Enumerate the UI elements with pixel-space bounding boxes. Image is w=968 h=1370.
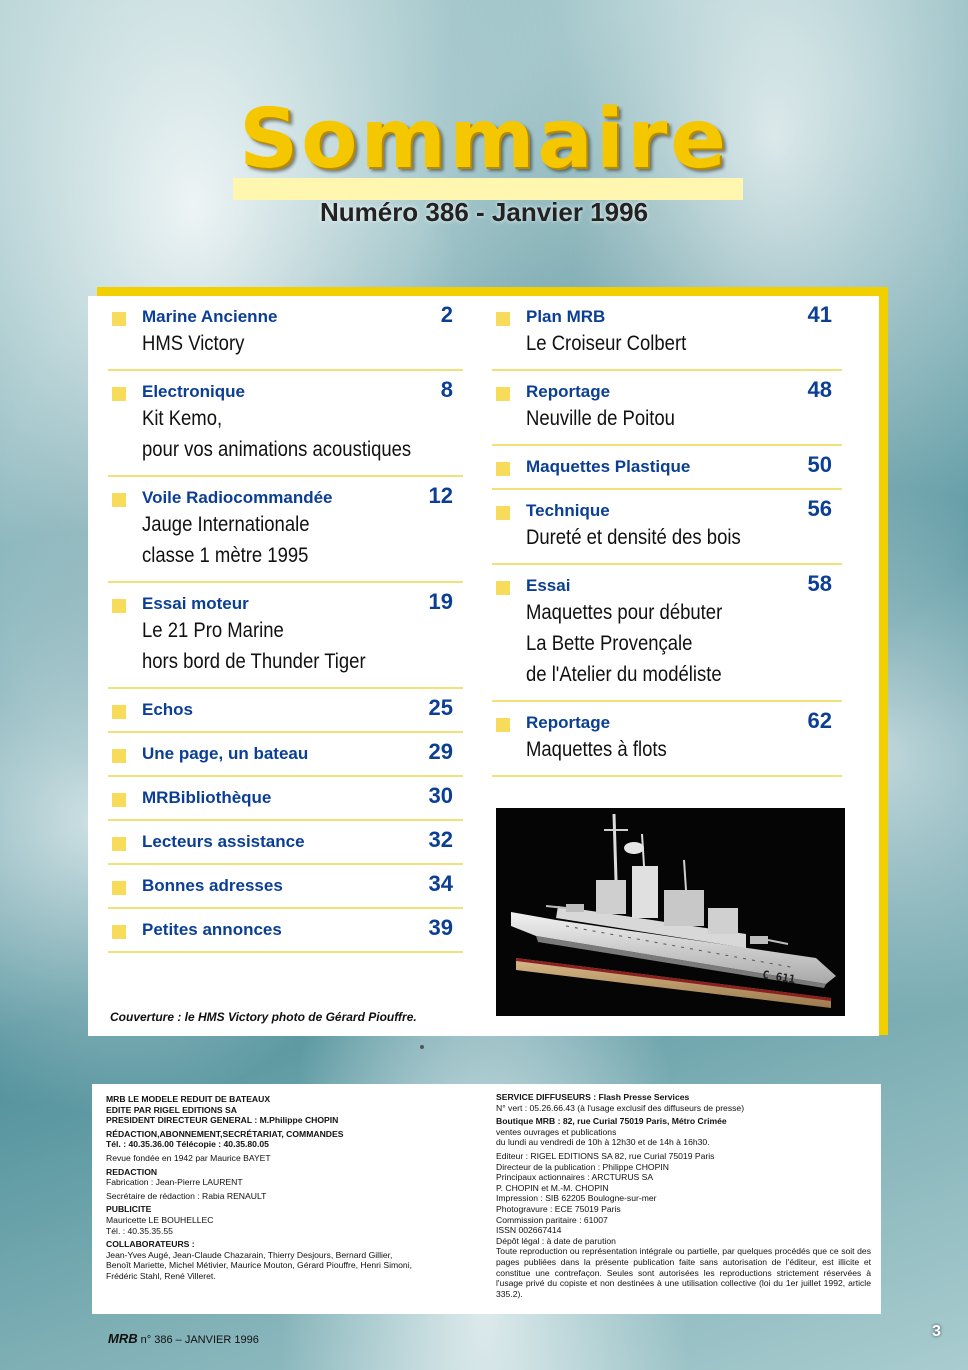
section-title: Bonnes adresses	[142, 876, 283, 895]
masthead-credits	[92, 1084, 881, 1314]
credits-column-left	[106, 1094, 476, 1282]
page-ref: 34	[428, 871, 453, 896]
section-title: Marine Ancienne	[142, 307, 278, 326]
section-title: Reportage	[526, 382, 611, 401]
credit-line: du lundi au vendredi de 10h à 12h30 et de 14h à 16h30.	[496, 1137, 710, 1148]
bullet-square-icon	[112, 599, 126, 613]
contents-entry	[108, 477, 463, 583]
credit-line: PRESIDENT DIRECTEUR GENERAL : M.Philippe CHOPIN	[106, 1115, 339, 1126]
bullet-square-icon	[112, 793, 126, 807]
contents-entry	[492, 702, 842, 777]
article-subtitle: Dureté et densité des bois	[526, 526, 741, 549]
credit-line: Directeur de la publication : Philippe CHOPIN	[496, 1161, 669, 1172]
credit-line: N° vert : 05.26.66.43 (à l'usage exclusif des diffuseurs de presse)	[496, 1102, 745, 1113]
section-title: Essai moteur	[142, 594, 249, 613]
credit-line: P. CHOPIN et M.-M. CHOPIN	[496, 1182, 609, 1193]
bullet-square-icon	[112, 837, 126, 851]
article-subtitle: Maquettes pour débuter	[526, 601, 723, 624]
bullet-square-icon	[496, 387, 510, 401]
bullet-square-icon	[496, 506, 510, 520]
credit-line: RÉDACTION,ABONNEMENT,SECRÉTARIAT, COMMANDES	[106, 1128, 344, 1139]
cover-caption: Couverture : le HMS Victory photo de Gérard Piouffre.	[110, 1010, 417, 1024]
credit-line: Benoît Mariette, Michel Métivier, Maurice Mouton, Gérard Piouffre, Henri Simoni,	[106, 1260, 412, 1271]
page-ref: 32	[428, 827, 453, 852]
contents-entry	[108, 865, 463, 909]
contents-column-left	[108, 296, 463, 953]
credit-line: Impression : SIB 62205 Boulogne-sur-mer	[496, 1193, 657, 1204]
contents-column-right	[492, 296, 842, 777]
contents-entry	[108, 777, 463, 821]
contents-entry	[492, 565, 842, 702]
contents-entry	[108, 821, 463, 865]
section-title: Une page, un bateau	[142, 744, 309, 763]
credit-line: Toute reproduction ou représentation intégrale ou partielle, par quelques procédés que ce soit des pages publiées dans la présente publication faite sans autorisation de l'éditeur, est illicite et constitue une contrefaçon. Seules sont autorisées les reproductions strictement réservées à l'usage privé du copiste et non destinées à une utilisation collective (loi du 1er juillet 1992, article 335.2).	[496, 1246, 871, 1299]
page-ref: 8	[440, 377, 453, 402]
credit-line: Fabrication : Jean-Pierre LAURENT	[106, 1177, 243, 1188]
footer-issue: n° 386 – JANVIER 1996	[140, 1334, 259, 1346]
article-subtitle: La Bette Provençale	[526, 632, 693, 655]
page-ref: 58	[807, 571, 832, 596]
page-ref: 30	[428, 783, 453, 808]
contents-entry	[492, 371, 842, 446]
section-title: Plan MRB	[526, 307, 606, 326]
section-title: Technique	[526, 501, 610, 520]
bullet-square-icon	[496, 581, 510, 595]
credit-line: MRB LE MODELE REDUIT DE BATEAUX	[106, 1094, 271, 1104]
credit-line: Tél. : 40.35.36.00 Télécopie : 40.35.80.05	[106, 1139, 269, 1150]
article-subtitle: de l'Atelier du modéliste	[526, 663, 722, 686]
contents-entry	[492, 446, 842, 490]
print-dot	[420, 1045, 424, 1049]
page-title: Sommaire	[239, 92, 729, 187]
section-title: Lecteurs assistance	[142, 832, 305, 851]
page-ref: 29	[428, 739, 453, 764]
section-title: Reportage	[526, 713, 611, 732]
bullet-square-icon	[112, 312, 126, 326]
section-title: MRBibliothèque	[142, 788, 272, 807]
credit-line: Dépôt légal : à date de parution	[496, 1235, 616, 1246]
bullet-square-icon	[496, 462, 510, 476]
article-subtitle: Jauge Internationale	[142, 513, 310, 536]
bullet-square-icon	[496, 312, 510, 326]
contents-entry	[108, 909, 463, 953]
credit-line: Jean-Yves Augé, Jean-Claude Chazarain, Thierry Desjours, Bernard Gillier,	[106, 1249, 393, 1260]
article-subtitle: Neuville de Poitou	[526, 407, 675, 430]
ship-model-illustration	[496, 808, 845, 1016]
credit-line: Boutique MRB : 82, rue Curial 75019 Paris, Métro Crimée	[496, 1116, 727, 1127]
credit-line: Secrétaire de rédaction : Rabia RENAULT	[106, 1190, 267, 1201]
contents-entry	[492, 490, 842, 565]
bullet-square-icon	[112, 925, 126, 939]
contents-entry	[108, 371, 463, 477]
section-title: Maquettes Plastique	[526, 457, 691, 476]
bullet-square-icon	[112, 705, 126, 719]
footer-brand: MRB	[108, 1331, 138, 1346]
page-ref: 48	[807, 377, 832, 402]
issue-subtitle: Numéro 386 - Janvier 1996	[319, 197, 649, 227]
credit-line: EDITE PAR RIGEL EDITIONS SA	[106, 1104, 237, 1115]
credit-line: SERVICE DIFFUSEURS : Flash Presse Services	[496, 1092, 690, 1102]
bullet-square-icon	[112, 493, 126, 507]
credit-line: ISSN 002667414	[496, 1225, 562, 1236]
bullet-square-icon	[112, 881, 126, 895]
credit-line: Principaux actionnaires : ARCTURUS SA	[496, 1172, 654, 1183]
page-ref: 19	[428, 589, 453, 614]
section-title: Echos	[142, 700, 194, 719]
credits-column-right	[496, 1092, 871, 1299]
cover-photo-ship	[496, 808, 845, 1016]
section-title: Electronique	[142, 382, 245, 401]
contents-entry	[108, 296, 463, 371]
article-subtitle: Maquettes à flots	[526, 738, 667, 761]
credit-line: Editeur : RIGEL EDITIONS SA 82, rue Curial 75019 Paris	[496, 1150, 715, 1161]
credit-line: PUBLICITE	[106, 1204, 152, 1215]
article-subtitle: HMS Victory	[142, 332, 245, 355]
contents-entry	[108, 583, 463, 689]
section-title: Petites annonces	[142, 920, 282, 939]
page-ref: 39	[428, 915, 453, 940]
article-subtitle: Le 21 Pro Marine	[142, 619, 284, 642]
credit-line: Revue fondée en 1942 par Maurice BAYET	[106, 1152, 271, 1163]
section-title: Essai	[526, 576, 571, 595]
credit-line: Photogravure : ECE 75019 Paris	[496, 1203, 621, 1214]
article-subtitle: pour vos animations acoustiques	[142, 438, 412, 461]
bullet-square-icon	[112, 749, 126, 763]
contents-entry	[492, 296, 842, 371]
contents-entry	[108, 689, 463, 733]
section-title: Voile Radiocommandée	[142, 488, 333, 507]
page-footer	[108, 1331, 259, 1346]
credit-line: Tél. : 40.35.35.55	[106, 1225, 173, 1236]
page-ref: 56	[807, 496, 832, 521]
article-subtitle: Le Croiseur Colbert	[526, 332, 687, 355]
credit-line: ventes ouvrages et publications	[496, 1126, 617, 1137]
page-number: 3	[932, 1323, 941, 1340]
contents-entry	[108, 733, 463, 777]
page-ref: 25	[428, 695, 453, 720]
credit-line: Mauricette LE BOUHELLEC	[106, 1214, 214, 1225]
article-subtitle: Kit Kemo,	[142, 407, 223, 430]
page-ref: 2	[440, 302, 453, 327]
credit-line: Commission paritaire : 61007	[496, 1214, 608, 1225]
credit-line: Frédéric Stahl, René Villeret.	[106, 1270, 216, 1281]
page-ref: 62	[807, 708, 832, 733]
page-ref: 12	[428, 483, 453, 508]
hull-number-label: C 611	[761, 968, 797, 987]
article-subtitle: hors bord de Thunder Tiger	[142, 650, 366, 673]
page-ref: 50	[807, 452, 832, 477]
bullet-square-icon	[496, 718, 510, 732]
credit-line: REDACTION	[106, 1166, 158, 1177]
credit-line: COLLABORATEURS :	[106, 1239, 195, 1250]
article-subtitle: classe 1 mètre 1995	[142, 544, 309, 567]
bullet-square-icon	[112, 387, 126, 401]
page-ref: 41	[807, 302, 832, 327]
